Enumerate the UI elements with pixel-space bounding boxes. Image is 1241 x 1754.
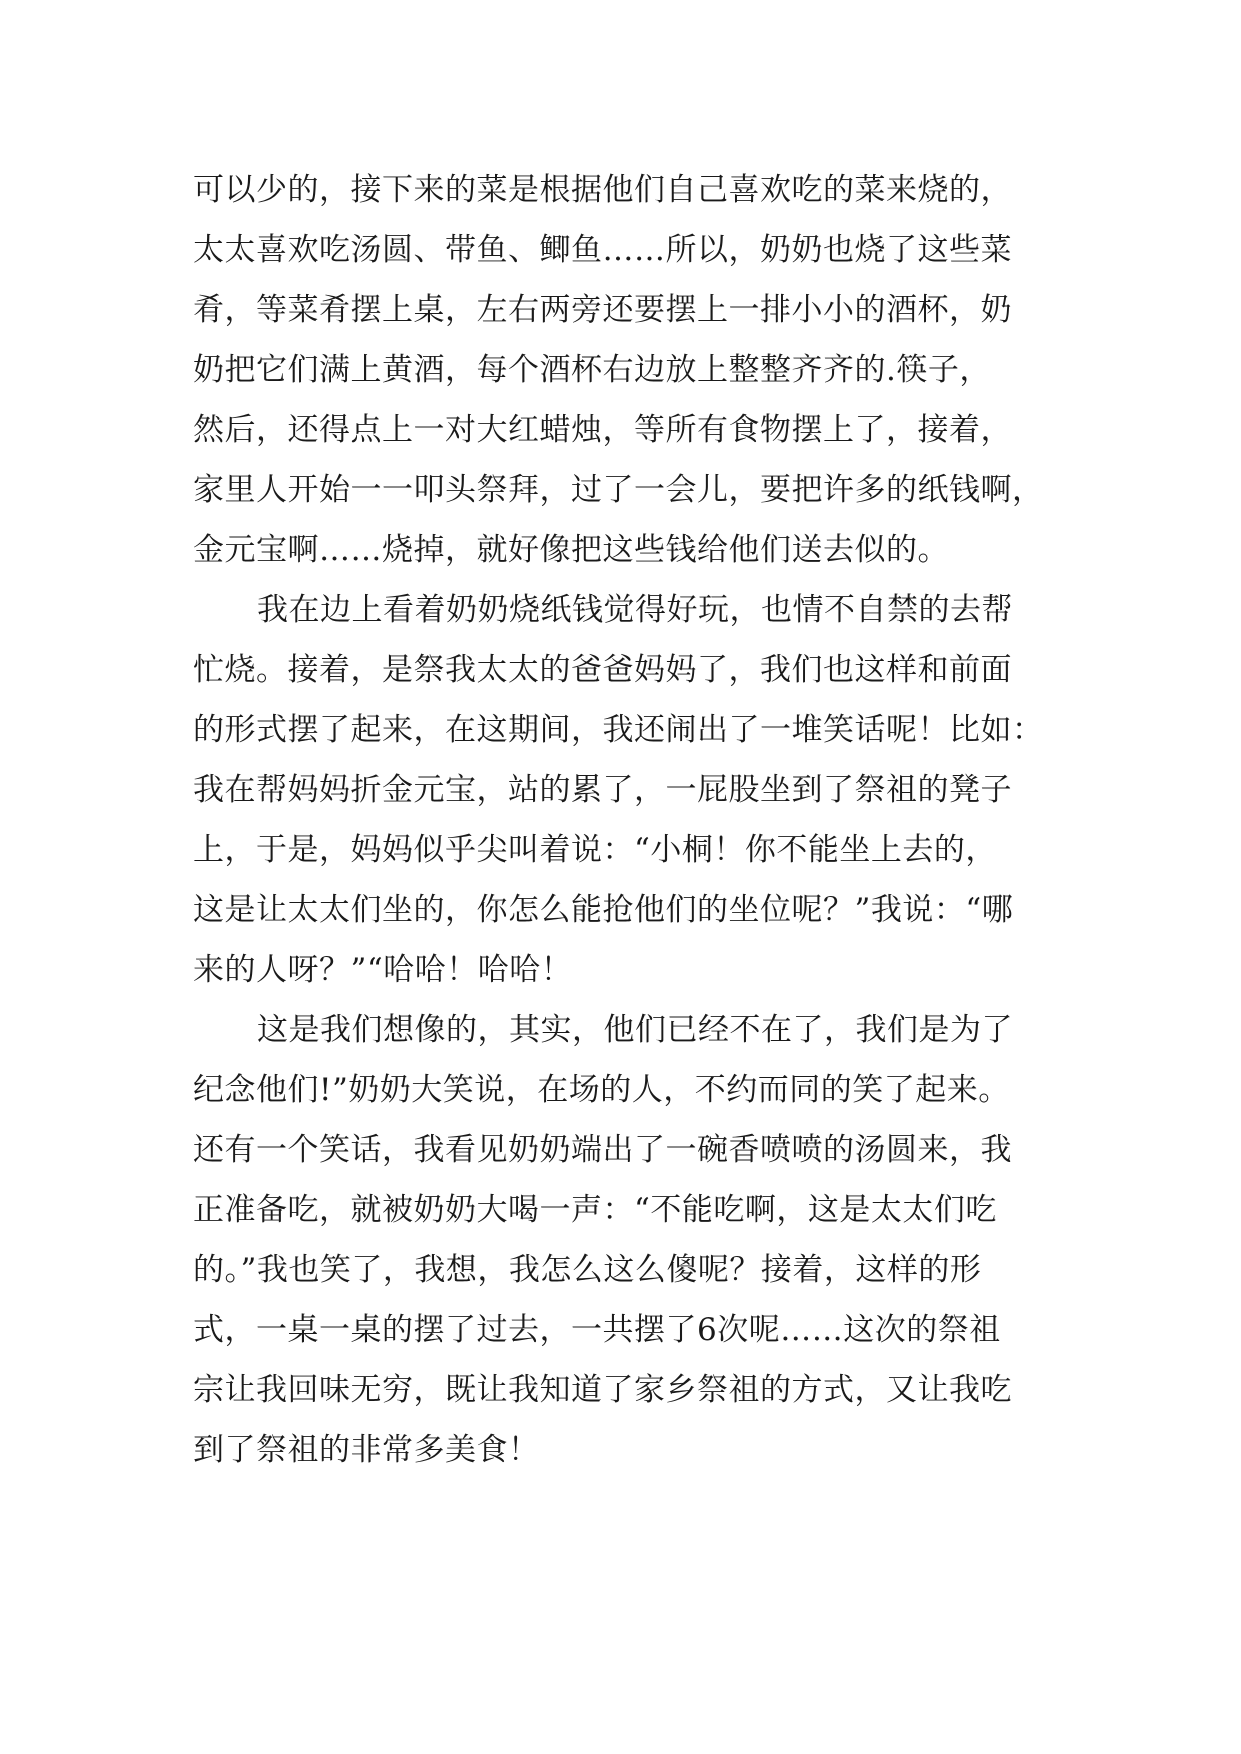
text-line: 然后，还得点上一对大红蜡烛，等所有食物摆上了，接着， [193, 412, 1012, 448]
text-line: 可以少的，接下来的菜是根据他们自己喜欢吃的菜来烧的， [193, 172, 1012, 208]
text-line: 式，一桌一桌的摆了过去，一共摆了6次呢……这次的祭祖 [193, 1312, 1001, 1348]
text-line: 奶把它们满上黄酒，每个酒杯右边放上整整齐齐的.筷子， [193, 352, 991, 388]
text-line-paragraph-start: 这是我们想像的，其实，他们已经不在了，我们是为了 [257, 1012, 1013, 1048]
text-line: 这是让太太们坐的，你怎么能抢他们的坐位呢？”我说：“哪 [193, 892, 1014, 928]
text-line: 纪念他们!”奶奶大笑说，在场的人，不约而同的笑了起来。 [193, 1072, 1010, 1108]
text-line: 忙烧。接着，是祭我太太的爸爸妈妈了，我们也这样和前面 [193, 652, 1012, 688]
text-line: 我在帮妈妈折金元宝，站的累了，一屁股坐到了祭祖的凳子 [193, 772, 1012, 808]
text-line: 家里人开始一一叩头祭拜，过了一会儿，要把许多的纸钱啊， [193, 472, 1044, 508]
text-line: 肴，等菜肴摆上桌，左右两旁还要摆上一排小小的酒杯，奶 [193, 292, 1012, 328]
text-line: 还有一个笑话，我看见奶奶端出了一碗香喷喷的汤圆来，我 [193, 1132, 1012, 1168]
text-line: 的。”我也笑了，我想，我怎么这么傻呢？接着，这样的形 [193, 1252, 982, 1288]
text-line: 的形式摆了起来，在这期间，我还闹出了一堆笑话呢！比如： [193, 712, 1044, 748]
text-line: 太太喜欢吃汤圆、带鱼、鲫鱼……所以，奶奶也烧了这些菜 [193, 232, 1012, 268]
text-line: 金元宝啊……烧掉，就好像把这些钱给他们送去似的。 [193, 532, 949, 568]
text-line: 到了祭祖的非常多美食！ [193, 1432, 540, 1468]
text-line: 正准备吃，就被奶奶大喝一声：“不能吃啊，这是太太们吃 [193, 1192, 997, 1228]
text-line: 宗让我回味无穷，既让我知道了家乡祭祖的方式，又让我吃 [193, 1372, 1012, 1408]
body-text [193, 160, 1073, 1480]
text-line-paragraph-start: 我在边上看着奶奶烧纸钱觉得好玩，也情不自禁的去帮 [257, 592, 1013, 628]
text-line: 上，于是，妈妈似乎尖叫着说：“小桐！你不能坐上去的， [193, 832, 997, 868]
text-line: 来的人呀？”“哈哈！哈哈！ [193, 952, 573, 988]
